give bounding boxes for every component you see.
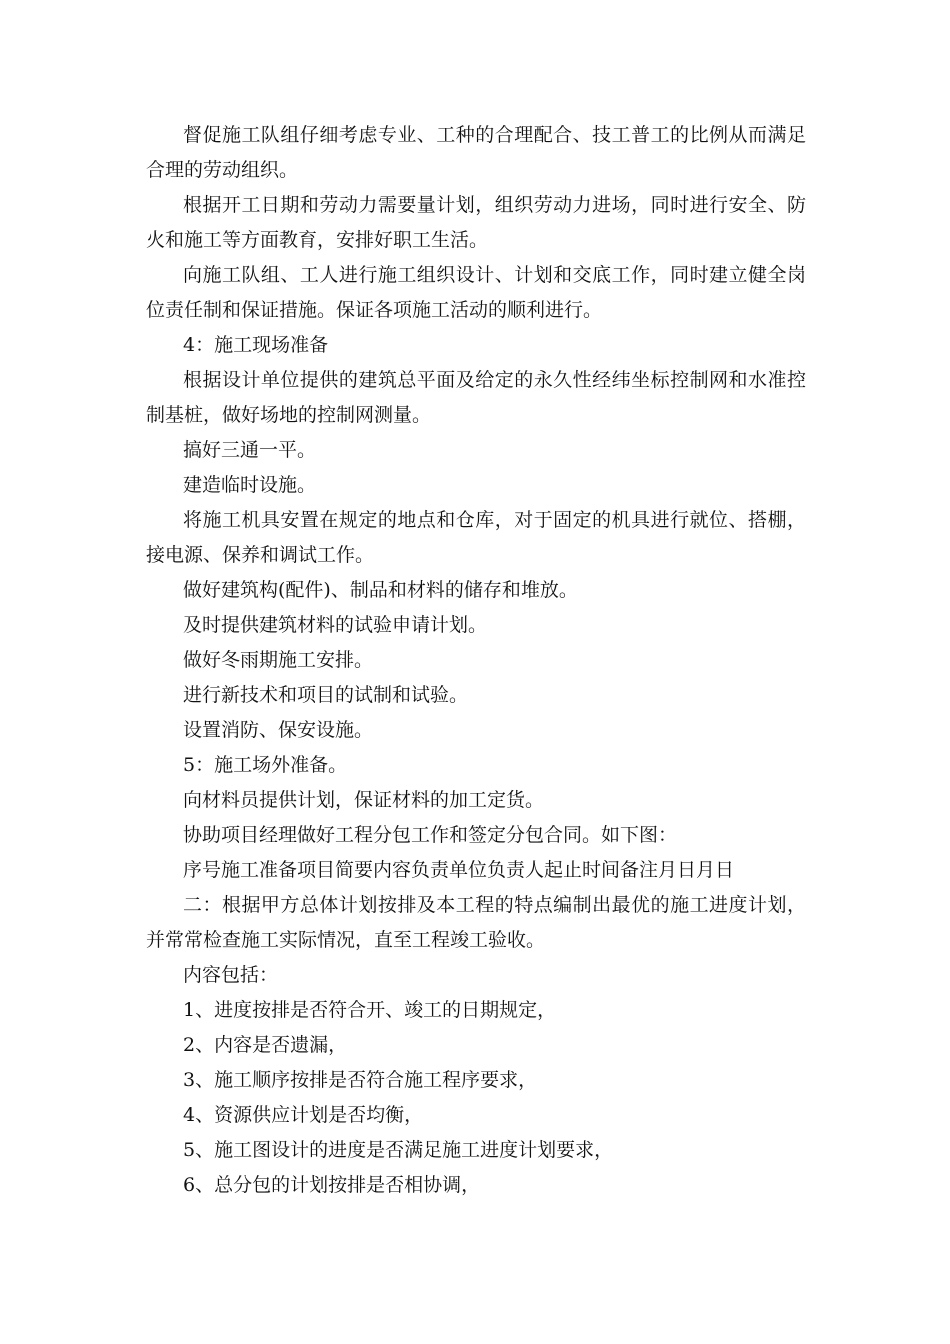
paragraph-12: 进行新技术和项目的试制和试验。 bbox=[183, 684, 469, 706]
document-body bbox=[146, 118, 806, 1203]
section-heading-5: 5：施工场外准备。 bbox=[183, 754, 348, 776]
paragraph-7: 建造临时设施。 bbox=[183, 474, 317, 496]
paragraph-19: 内容包括： bbox=[183, 964, 279, 986]
list-item-3: 3、施工顺序按排是否符合施工程序要求， bbox=[183, 1069, 538, 1091]
list-item-1: 1、进度按排是否符合开、竣工的日期规定， bbox=[183, 999, 557, 1021]
list-item-4: 4、资源供应计划是否均衡， bbox=[183, 1104, 424, 1126]
paragraph-13: 设置消防、保安设施。 bbox=[183, 719, 374, 741]
list-item-2: 2、内容是否遗漏， bbox=[183, 1034, 348, 1056]
list-item-5: 5、施工图设计的进度是否满足施工进度计划要求， bbox=[183, 1139, 614, 1161]
list-item-6: 6、总分包的计划按排是否相协调， bbox=[183, 1174, 481, 1196]
paragraph-9: 做好建筑构(配件)、制品和材料的储存和堆放。 bbox=[183, 579, 578, 601]
paragraph-16: 协助项目经理做好工程分包工作和签定分包合同。如下图： bbox=[183, 824, 678, 846]
paragraph-8: 将施工机具安置在规定的地点和仓库，对于固定的机具进行就位、搭棚，接电源、保养和调试工作。 bbox=[146, 509, 806, 566]
paragraph-18: 二：根据甲方总体计划按排及本工程的特点编制出最优的施工进度计划，并常常检查施工实际情况，直至工程竣工验收。 bbox=[146, 894, 806, 951]
section-heading-4: 4：施工现场准备 bbox=[183, 334, 329, 356]
paragraph-15: 向材料员提供计划，保证材料的加工定货。 bbox=[183, 789, 545, 811]
paragraph-5: 根据设计单位提供的建筑总平面及给定的永久性经纬坐标控制网和水准控制基桩，做好场地的控制网测量。 bbox=[146, 369, 806, 426]
paragraph-6: 搞好三通一平。 bbox=[183, 439, 317, 461]
paragraph-3: 向施工队组、工人进行施工组织设计、计划和交底工作，同时建立健全岗位责任制和保证措施。保证各项施工活动的顺利进行。 bbox=[146, 264, 806, 321]
table-header-line: 序号施工准备项目简要内容负责单位负责人起止时间备注月日月日 bbox=[183, 859, 735, 881]
paragraph-1: 督促施工队组仔细考虑专业、工种的合理配合、技工普工的比例从而满足合理的劳动组织。 bbox=[146, 124, 806, 181]
paragraph-11: 做好冬雨期施工安排。 bbox=[183, 649, 374, 671]
paragraph-10: 及时提供建筑材料的试验申请计划。 bbox=[183, 614, 488, 636]
paragraph-2: 根据开工日期和劳动力需要量计划，组织劳动力进场，同时进行安全、防火和施工等方面教育，安排好职工生活。 bbox=[146, 194, 806, 251]
